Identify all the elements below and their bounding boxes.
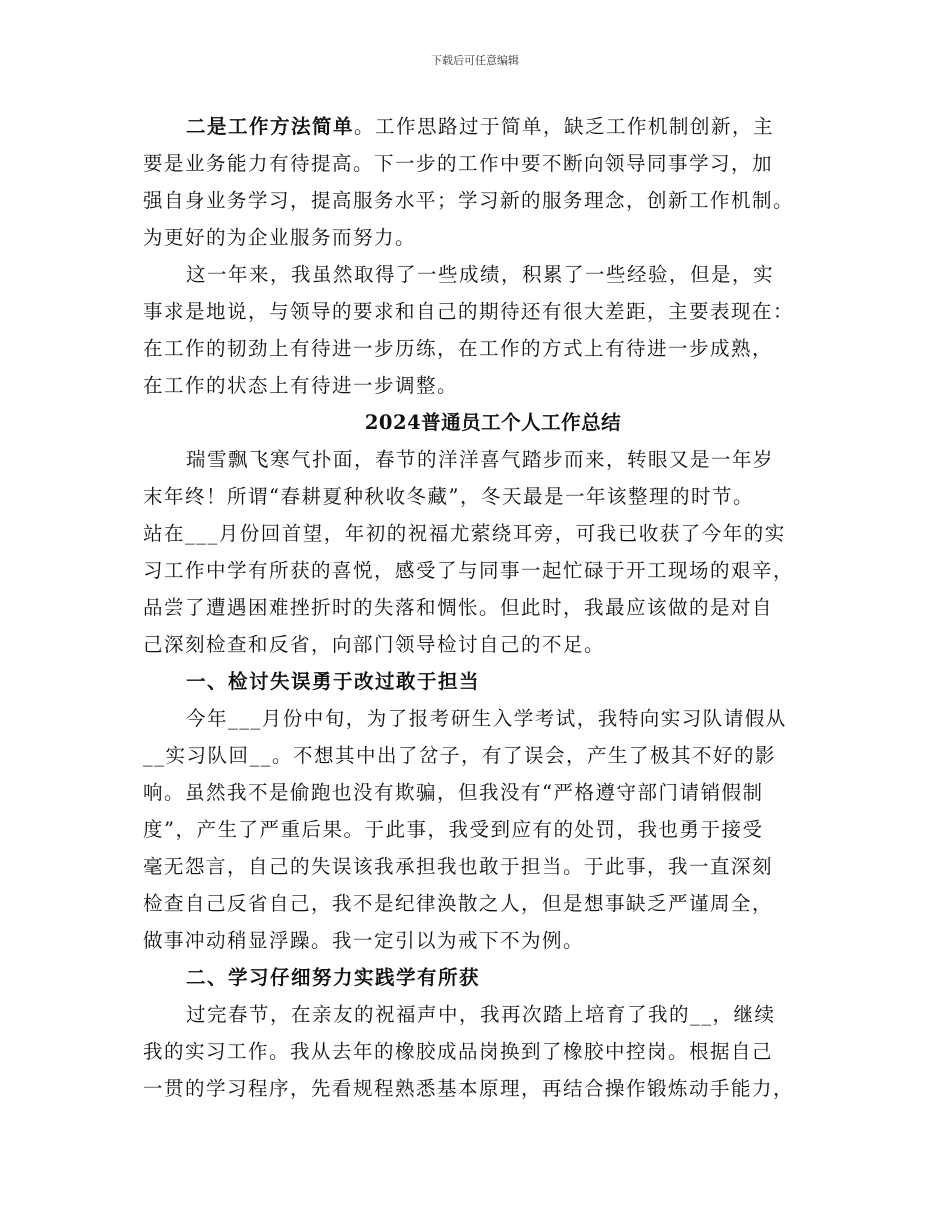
bold-lead: 二是工作方法简单 [186, 115, 355, 138]
paragraph-line: 事求是地说，与领导的要求和自己的期待还有很大差距，主要表现在： [143, 300, 795, 323]
paragraph-line: 响。虽然我不是偷跑也没有欺骗，但我没有“严格遵守部门请销假制 [143, 781, 764, 804]
section-title: 2024普通员工个人工作总结 [364, 411, 622, 434]
paragraph-line: 在工作的韧劲上有待进一步历练，在工作的方式上有待进一步成熟， [143, 337, 774, 360]
paragraph-line: 要是业务能力有待提高。下一步的工作中要不断向领导同事学习，加 [143, 152, 774, 175]
paragraph-line: 瑞雪飘飞寒气扑面，春节的洋洋喜气踏步而来，转眼又是一年岁 [186, 448, 775, 471]
paragraph-line: 品尝了遭遇困难挫折时的失落和惆怅。但此时，我最应该做的是对自 [143, 596, 774, 619]
paragraph-line: 一贯的学习程序，先看规程熟悉基本原理，再结合操作锻炼动手能力， [143, 1077, 795, 1100]
paragraph-line: 这一年来，我虽然取得了一些成绩，积累了一些经验，但是，实 [186, 263, 775, 286]
paragraph-line: 过完春节，在亲友的祝福声中，我再次踏上培育了我的__，继续 [186, 1003, 776, 1026]
section-heading: 一、检讨失误勇于改过敢于担当 [186, 670, 481, 693]
paragraph-line: 强自身业务学习，提高服务水平；学习新的服务理念，创新工作机制。 [143, 189, 795, 212]
paragraph-line: 检查自己反省自己，我不是纪律涣散之人，但是想事缺乏严谨周全， [143, 892, 774, 915]
paragraph-line: 毫无怨言，自己的失误该我承担我也敢于担当。于此事，我一直深刻 [143, 855, 774, 878]
paragraph-line: __实习队回__。不想其中出了岔子，有了误会，产生了极其不好的影 [143, 744, 777, 767]
paragraph-line: 为更好的为企业服务而努力。 [143, 226, 417, 249]
document-body [143, 108, 843, 1107]
paragraph-line: 己深刻检查和反省，向部门领导检讨自己的不足。 [143, 633, 606, 656]
paragraph-line: 习工作中学有所获的喜悦，感受了与同事一起忙碌于开工现场的艰辛， [143, 559, 795, 582]
paragraph-line: 我的实习工作。我从去年的橡胶成品岗换到了橡胶中控岗。根据自己 [143, 1040, 774, 1063]
paragraph-line: 末年终！所谓“春耕夏种秋收冬藏”，冬天最是一年该整理的时节。 [143, 485, 754, 508]
paragraph-line: 站在___月份回首望，年初的祝福尤萦绕耳旁，可我已收获了今年的实 [143, 522, 786, 545]
page-header: 下载后可任意编辑 [431, 54, 519, 67]
paragraph-line: 度”，产生了严重后果。于此事，我受到应有的处罚，我也勇于接受 [143, 818, 764, 841]
paragraph-line: 做事冲动稍显浮躁。我一定引以为戒下不为例。 [143, 929, 585, 952]
paragraph-line: 在工作的状态上有待进一步调整。 [143, 374, 459, 397]
paragraph-line: 二是工作方法简单。工作思路过于简单，缺乏工作机制创新，主 [186, 115, 775, 138]
paragraph-line: 今年___月份中旬，为了报考研生入学考试，我特向实习队请假从 [186, 707, 787, 730]
section-heading: 二、学习仔细努力实践学有所获 [186, 966, 481, 989]
